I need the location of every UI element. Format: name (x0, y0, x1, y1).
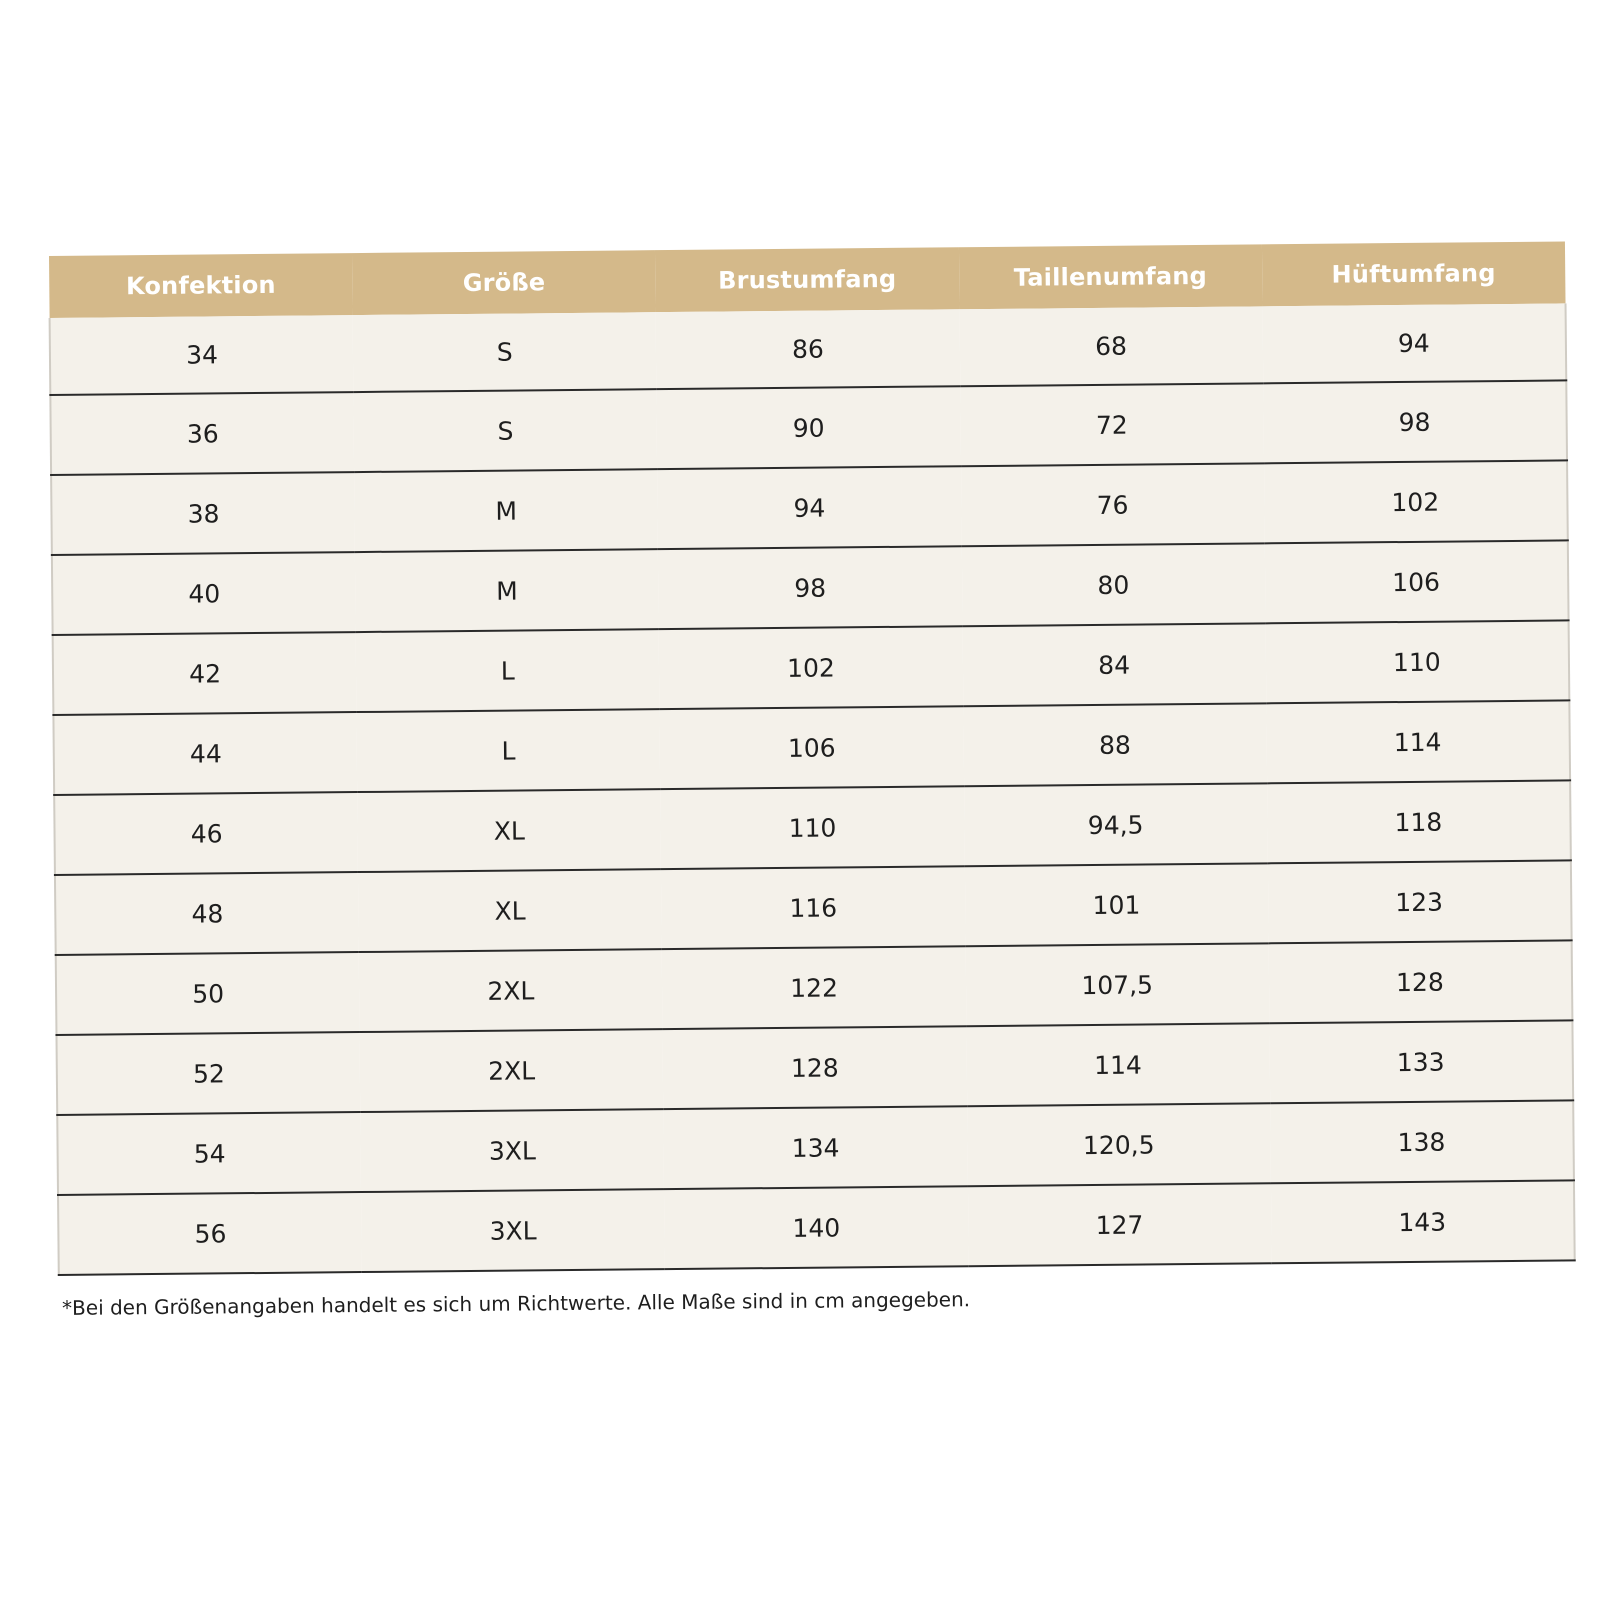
cell-groesse: S (354, 389, 658, 472)
cell-konfektion: 50 (56, 952, 360, 1035)
cell-brustumfang: 94 (657, 466, 961, 549)
cell-brustumfang: 128 (663, 1026, 967, 1109)
table-row (52, 540, 1569, 635)
table-row (53, 620, 1570, 715)
cell-brustumfang: 122 (662, 946, 966, 1029)
cell-brustumfang: 102 (659, 626, 963, 709)
cell-groesse: XL (357, 789, 661, 872)
table-row (55, 860, 1572, 955)
cell-brustumfang: 134 (664, 1106, 968, 1189)
cell-konfektion: 42 (53, 632, 357, 715)
cell-taillenumfang: 72 (960, 383, 1264, 466)
cell-taillenumfang: 76 (961, 463, 1265, 546)
cell-taillenumfang: 127 (968, 1183, 1272, 1266)
table-body (50, 303, 1575, 1275)
header-konfektion: Konfektion (125, 270, 276, 301)
cell-brustumfang: 116 (661, 866, 965, 949)
table-row (56, 1020, 1573, 1115)
cell-hueftumfang: 133 (1269, 1020, 1573, 1103)
table-row (54, 780, 1571, 875)
cell-taillenumfang: 80 (961, 543, 1265, 626)
header-hueftumfang: Hüftumfang (1331, 259, 1496, 289)
cell-taillenumfang: 84 (962, 623, 1266, 706)
cell-taillenumfang: 68 (959, 306, 1263, 386)
cell-groesse: L (356, 629, 660, 712)
cell-taillenumfang: 94,5 (964, 783, 1268, 866)
cell-taillenumfang: 101 (964, 863, 1268, 946)
cell-hueftumfang: 114 (1266, 700, 1570, 783)
cell-hueftumfang: 98 (1263, 380, 1567, 463)
cell-groesse: 3XL (361, 1189, 665, 1272)
cell-hueftumfang: 94 (1262, 303, 1566, 383)
table-row (58, 1180, 1575, 1275)
header-brustumfang: Brustumfang (718, 264, 897, 295)
cell-hueftumfang: 102 (1264, 460, 1568, 543)
header-taillenumfang: Taillenumfang (1013, 261, 1208, 292)
size-chart (48, 241, 1576, 1320)
cell-brustumfang: 90 (657, 386, 961, 469)
cell-brustumfang: 98 (658, 546, 962, 629)
cell-groesse: S (353, 312, 657, 392)
cell-brustumfang: 86 (656, 309, 960, 389)
cell-konfektion: 54 (57, 1112, 361, 1195)
cell-konfektion: 38 (51, 472, 355, 555)
cell-groesse: 2XL (359, 949, 663, 1032)
cell-groesse: 2XL (360, 1029, 664, 1112)
table-row (53, 700, 1570, 795)
cell-taillenumfang: 120,5 (967, 1103, 1271, 1186)
cell-konfektion: 56 (58, 1192, 362, 1275)
cell-hueftumfang: 128 (1268, 940, 1572, 1023)
cell-hueftumfang: 106 (1265, 540, 1569, 623)
cell-brustumfang: 140 (664, 1186, 968, 1269)
cell-hueftumfang: 110 (1265, 620, 1569, 703)
cell-taillenumfang: 88 (963, 703, 1267, 786)
cell-konfektion: 36 (50, 392, 354, 475)
cell-konfektion: 44 (53, 712, 357, 795)
cell-brustumfang: 110 (661, 786, 965, 869)
table-row (50, 380, 1567, 475)
header-groesse: Größe (462, 268, 546, 298)
cell-groesse: XL (358, 869, 662, 952)
table-row (50, 303, 1567, 395)
cell-groesse: M (355, 549, 659, 632)
cell-hueftumfang: 118 (1267, 780, 1571, 863)
table-row (57, 1100, 1574, 1195)
cell-konfektion: 46 (54, 792, 358, 875)
cell-groesse: 3XL (360, 1109, 664, 1192)
cell-groesse: L (357, 709, 661, 792)
cell-taillenumfang: 114 (966, 1023, 1270, 1106)
cell-konfektion: 34 (50, 315, 354, 395)
footnote: *Bei den Größenangaben handelt es sich um Richtwerte. Alle Maße sind in cm angegeben. (61, 1287, 971, 1320)
table-row (51, 460, 1568, 555)
cell-konfektion: 40 (52, 552, 356, 635)
cell-konfektion: 52 (56, 1032, 360, 1115)
size-table (48, 241, 1576, 1276)
cell-hueftumfang: 138 (1270, 1100, 1574, 1183)
cell-brustumfang: 106 (660, 706, 964, 789)
table-row (56, 940, 1573, 1035)
cell-hueftumfang: 143 (1271, 1180, 1575, 1263)
cell-groesse: M (354, 469, 658, 552)
cell-hueftumfang: 123 (1268, 860, 1572, 943)
cell-konfektion: 48 (55, 872, 359, 955)
cell-taillenumfang: 107,5 (965, 943, 1269, 1026)
